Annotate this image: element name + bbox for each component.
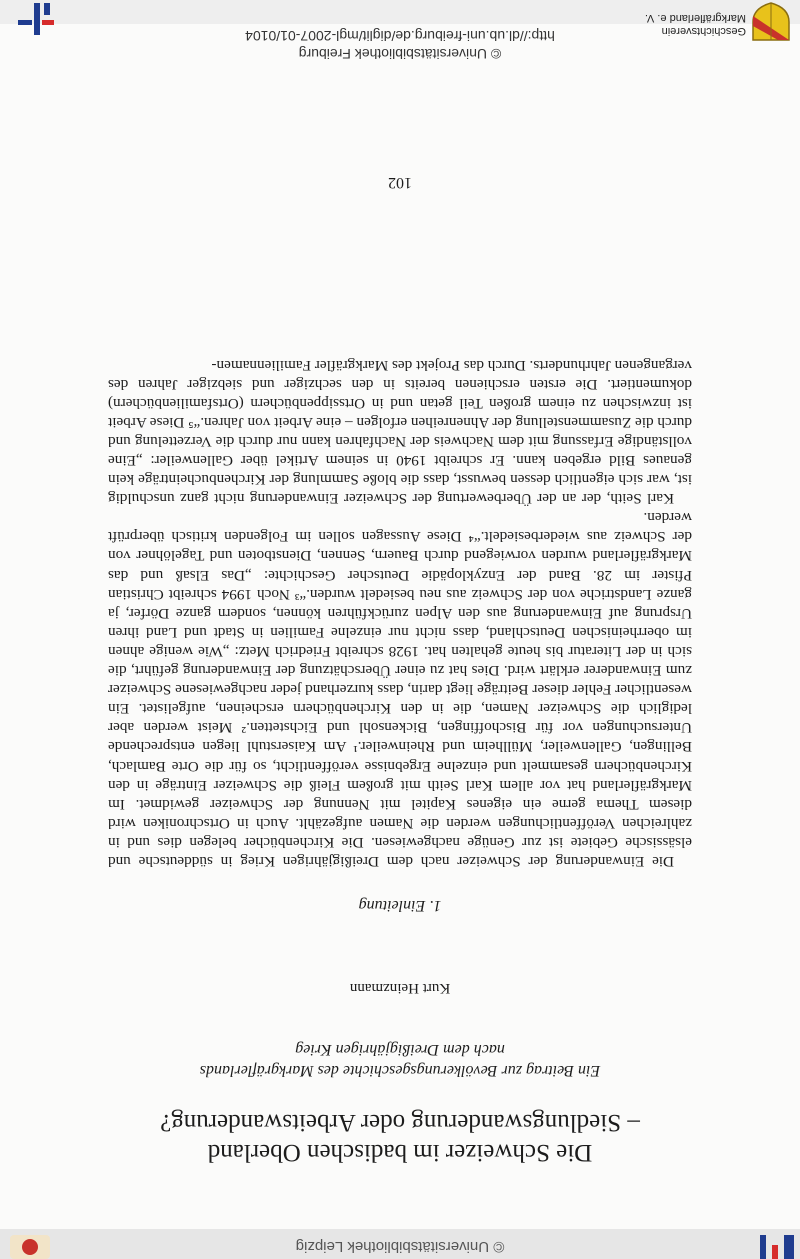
coat-of-arms-icon <box>750 2 792 42</box>
author-name: Kurt Heinzmann <box>349 980 451 996</box>
society-line1: Geschichtsverein <box>661 25 746 37</box>
article-title-line2: – Siedlungswanderung oder Arbeitswanderung? <box>160 1109 640 1136</box>
article-subtitle <box>0 1039 800 1081</box>
footer-url[interactable]: http://dl.ub.uni-freiburg.de/diglit/mgl-2007-01/0104 <box>245 28 555 44</box>
paragraph: Die Einwanderung der Schweizer nach dem Dreißigjährigen Krieg in süddeutsche und elsässische Gebiete ist zur Genüge nachgewiesen. Die Kirchenbücher belegen dies und in zahlreichen Veröffentlichungen werden die Namen aufgezählt. Auch in Ortschroniken wird diesem Thema gerne ein eigenes Kapitel mit Nennung der Schweizer gewidmet. Im Markgräflerland hat vor allem Karl Seith mit großem Fleiß die Schweizer Einträge in den Kirchenbüchern gesammelt und einzelne Ergebnisse veröffentlicht, so für die Orte Bamlach, Bellingen, Gallenweiler, Müllheim und Rheinweiler.¹ Am Kaiserstuhl liegen entsprechende Untersuchungen vor für Bischoffingen, Bickensohl und Eichstetten.² Meist werden aber lediglich die Schweizer Namen, die in den Kirchenbüchern erscheinen, aufgelistet. Ein wesentlicher Fehler dieser Beiträge liegt darin, dass kurzerhand jeder nachgewiesene Schweizer zum Einwanderer erklärt wird. Dies hat zu einer Überschätzung der Einwanderung geführt, die sich in der Literatur bis heute gehalten hat. 1928 schreibt Friedrich Metz: „Wie wenige ahnen im oberrheinischen Deutschland, dass nicht nur einzelne Familien in Stadt und Land ihren Ursprung auf Einwanderung aus den Alpen zurückführen können, sondern ganze Dörfer, ja ganze Landstriche von der Schweiz aus neu besiedelt wurden.“³ Noch 1994 schreibt Christian Pfister im 28. Band der Enzyklopädie Deutscher Geschichte: „Das Elsaß und das Markgräflerland wurden vorwiegend durch Bauern, Sennen, Dienstboten und Tagelöhner von der Schweiz aus wiederbesiedelt.“⁴ Diese Aussagen sollen im Folgenden kritisch überprüft werden. <box>108 509 692 870</box>
society-line2: Markgräflerland e. V. <box>644 12 746 24</box>
library-logo-icon <box>0 1233 60 1259</box>
section-heading: 1. Einleitung <box>358 897 442 914</box>
university-logo-icon <box>14 3 58 39</box>
paragraph: Karl Seith, der an der Überbewertung der Schweizer Einwanderung nicht ganz unschuldig ist, war sich eigentlich dessen bewusst, dass die bloße Sammlung der Kirchenbucheinträge kein genaues Bild ergeben kann. Er schreibt 1940 in seinem Artikel über Gallenweiler: „Eine vollständige Erfassung mit dem Nachweis der Nachfahren kann nur durch die Verzettelung und durch die Zusammenstellung der Ahnenreihen erfolgen – eine Arbeit von Jahren.“⁵ Diese Arbeit ist inzwischen zu einem großen Teil getan und in Ortssippenbüchern (Ortsfamilienbüchern) dokumentiert. Die ersten erschienen bereits in den sechziger und siebziger Jahren des vergangenen Jahrhunderts. Durch das Projekt des Markgräfler Familiennamen- <box>108 356 692 508</box>
header-copyright: © Universitätsbibliothek Leipzig <box>295 1238 505 1255</box>
page-number: 102 <box>388 174 412 191</box>
article-subtitle-line2: nach dem Dreißigjährigen Krieg <box>295 1041 505 1058</box>
body-text <box>108 355 692 871</box>
article-subtitle-line1: Ein Beitrag zur Bevölkerungsgeschichte des Markgräflerlands <box>199 1062 601 1079</box>
footer-copyright: © Universitätsbibliothek Freiburg <box>298 46 502 62</box>
article-title <box>0 1107 800 1167</box>
society-name <box>645 11 746 37</box>
article-title-line1: Die Schweizer im badischen Oberland <box>207 1139 593 1166</box>
